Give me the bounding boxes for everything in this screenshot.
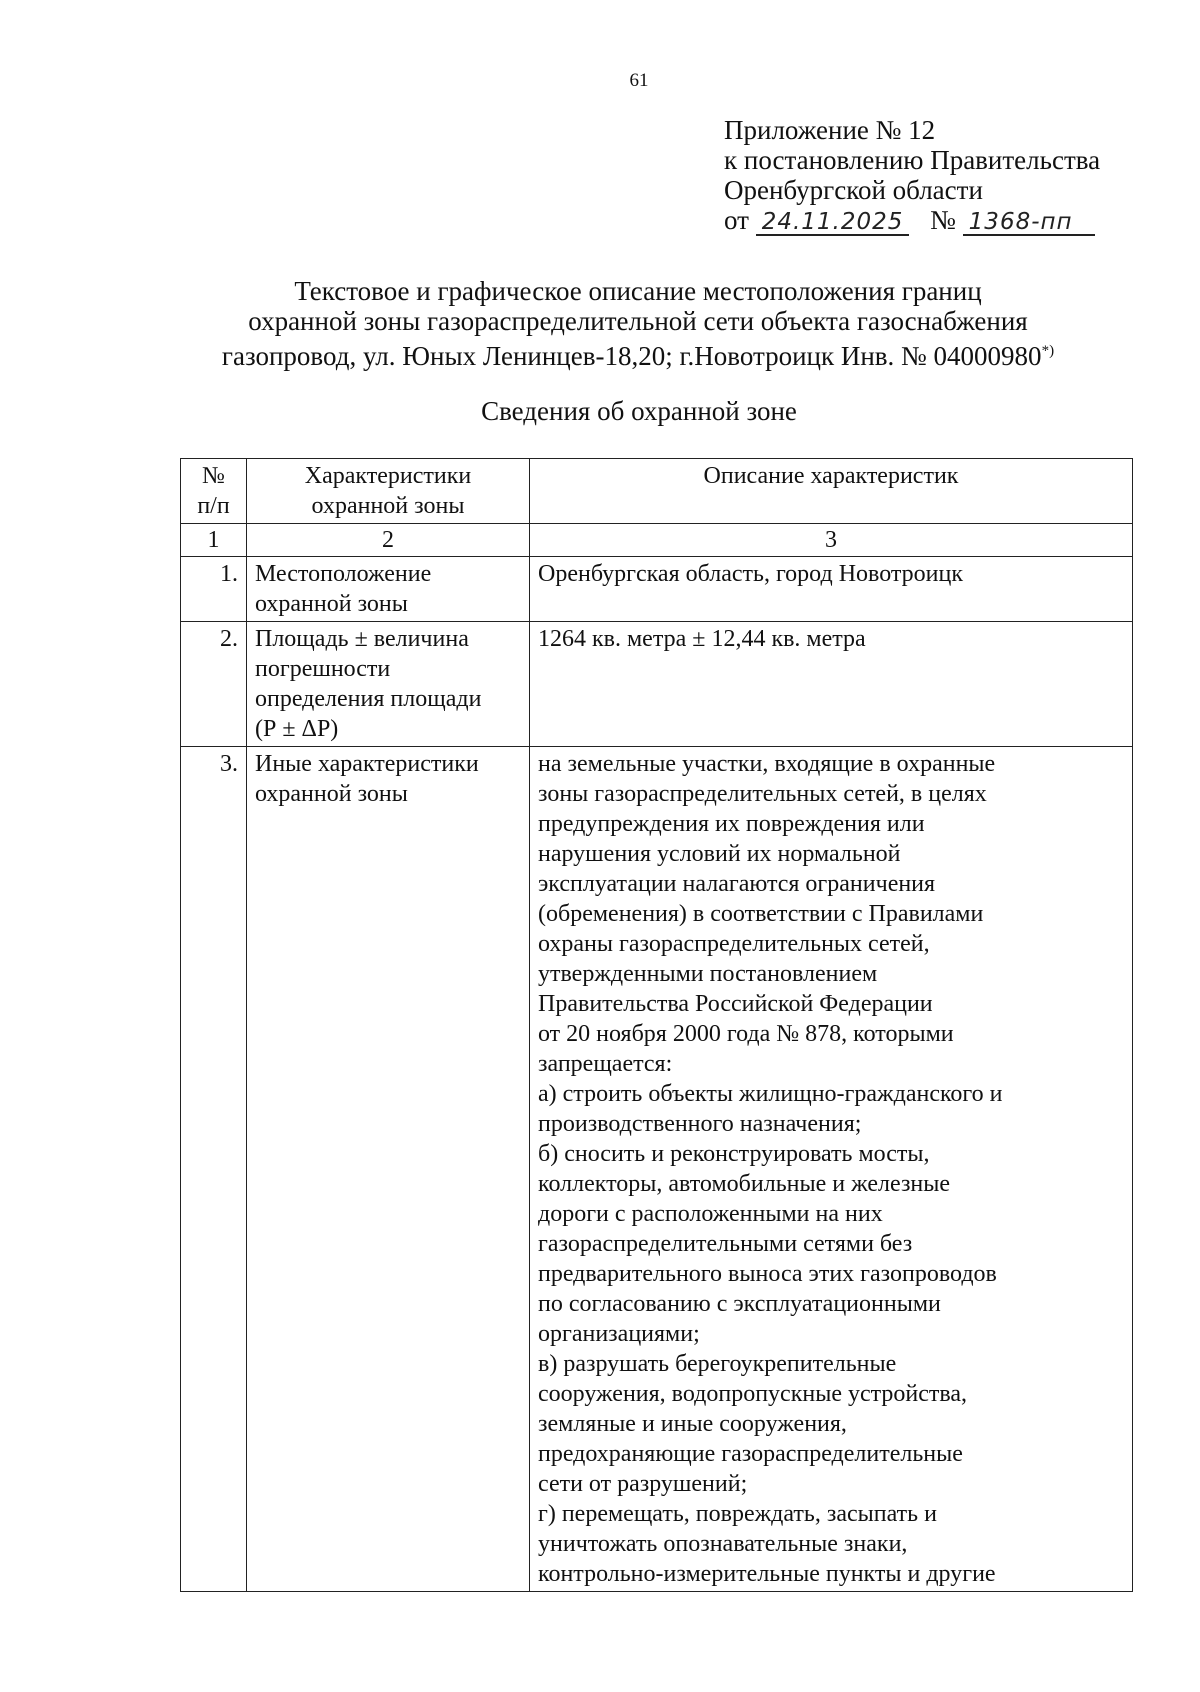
row-description: на земельные участки, входящие в охранные зоны газораспределительных сетей, в целях предупреждения их повреждения или нарушения условий их нормальной эксплуатации налагаются ограничения (обременения) в соответствии с Правилами охраны газораспределительных сетей, утвержденными постановлением Правительства Российской Федерации от 20 ноября 2000 года № 878, которыми запрещается: а) строить объекты жилищно-гражданского и производственного назначения; б) сносить и реконструировать мосты, коллекторы, автомобильные и железные дороги с расположенными на них газораспределительными сетями без предварительного выноса этих газопроводов по согласованию с эксплуатационными организациями; в) разрушать берегоукрепительные сооружения, водопропускные устройства, земляные и иные сооружения, предохраняющие газораспределительные сети от разрушений; г) перемещать, повреждать, засыпать и уничтожать опознавательные знаки, контрольно-измерительные пункты и другие	[530, 747, 1133, 1592]
handwritten-number: 1368-пп	[963, 210, 1095, 236]
document-title	[0, 276, 1200, 371]
page-number: 61	[629, 70, 649, 91]
handwritten-date: 24.11.2025	[756, 210, 910, 236]
column-number: 3	[530, 524, 1133, 557]
column-number-row	[181, 524, 1133, 557]
date-prefix: от	[724, 205, 749, 235]
appendix-line-2: к постановлению Правительства	[724, 145, 1101, 175]
header-characteristic: Характеристики охранной зоны	[247, 459, 530, 524]
row-characteristic: Иные характеристики охранной зоны	[247, 747, 530, 1592]
table-row	[181, 622, 1133, 747]
table-row	[181, 557, 1133, 622]
table-row	[181, 747, 1133, 1592]
header-number: № п/п	[181, 459, 247, 524]
row-description: 1264 кв. метра ± 12,44 кв. метра	[530, 622, 1133, 747]
appendix-line-1: Приложение № 12	[724, 115, 936, 145]
column-number: 2	[247, 524, 530, 557]
section-subtitle: Сведения об охранной зоне	[481, 396, 797, 426]
header-description: Описание характеристик	[530, 459, 1133, 524]
appendix-line-3: Оренбургской области	[724, 175, 983, 205]
row-number: 2.	[181, 622, 247, 747]
row-characteristic: Площадь ± величина погрешности определения площади (Р ± ΔР)	[247, 622, 530, 747]
title-line-2: охранной зоны газораспределительной сети объекта газоснабжения	[248, 306, 1028, 336]
appendix-block	[724, 115, 1100, 236]
number-prefix: №	[930, 205, 956, 235]
footnote-mark: *)	[1041, 343, 1055, 359]
row-characteristic: Местоположение охранной зоны	[247, 557, 530, 622]
column-number: 1	[181, 524, 247, 557]
table-header-row	[181, 459, 1133, 524]
row-number: 3.	[181, 747, 247, 1592]
protection-zone-table	[180, 458, 1133, 1592]
row-number: 1.	[181, 557, 247, 622]
title-line-1: Текстовое и графическое описание местоположения границ	[294, 276, 982, 306]
appendix-date-line	[724, 205, 1100, 236]
title-line-3: газопровод, ул. Юных Ленинцев-18,20; г.Новотроицк Инв. № 04000980*)	[221, 341, 1055, 371]
row-description: Оренбургская область, город Новотроицк	[530, 557, 1133, 622]
